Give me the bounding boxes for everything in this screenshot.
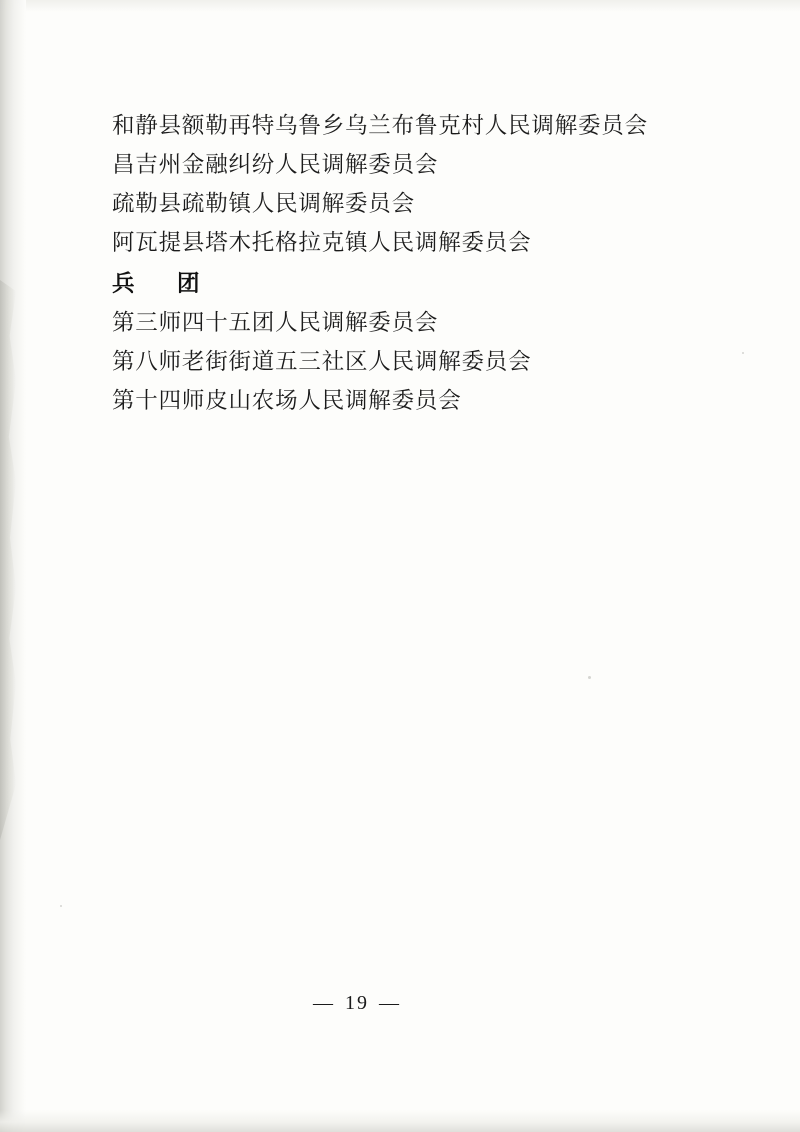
list-item: 阿瓦提县塔木托格拉克镇人民调解委员会: [112, 230, 532, 255]
section-heading: 兵 团: [112, 271, 210, 296]
paper-edge-bottom: [0, 1110, 800, 1132]
list-item: 昌吉州金融纠纷人民调解委员会: [112, 152, 439, 177]
list-item: 第十四师皮山农场人民调解委员会: [112, 388, 462, 413]
paper-edge-top: [0, 0, 800, 12]
list-item: 第三师四十五团人民调解委员会: [112, 310, 439, 335]
list-item: 第八师老街街道五三社区人民调解委员会: [112, 349, 532, 374]
list-item: 疏勒县疏勒镇人民调解委员会: [112, 191, 415, 216]
scan-speck: [588, 676, 591, 679]
page-number: [0, 992, 800, 1015]
page-number-left-dash: —: [313, 992, 335, 1014]
scan-speck: [60, 905, 62, 907]
scan-speck: [742, 352, 744, 354]
page-number-right-dash: —: [379, 992, 401, 1014]
page-content: [112, 106, 712, 420]
page-number-value: 19: [345, 992, 369, 1014]
list-item: 和静县额勒再特乌鲁乡乌兰布鲁克村人民调解委员会: [112, 113, 648, 138]
